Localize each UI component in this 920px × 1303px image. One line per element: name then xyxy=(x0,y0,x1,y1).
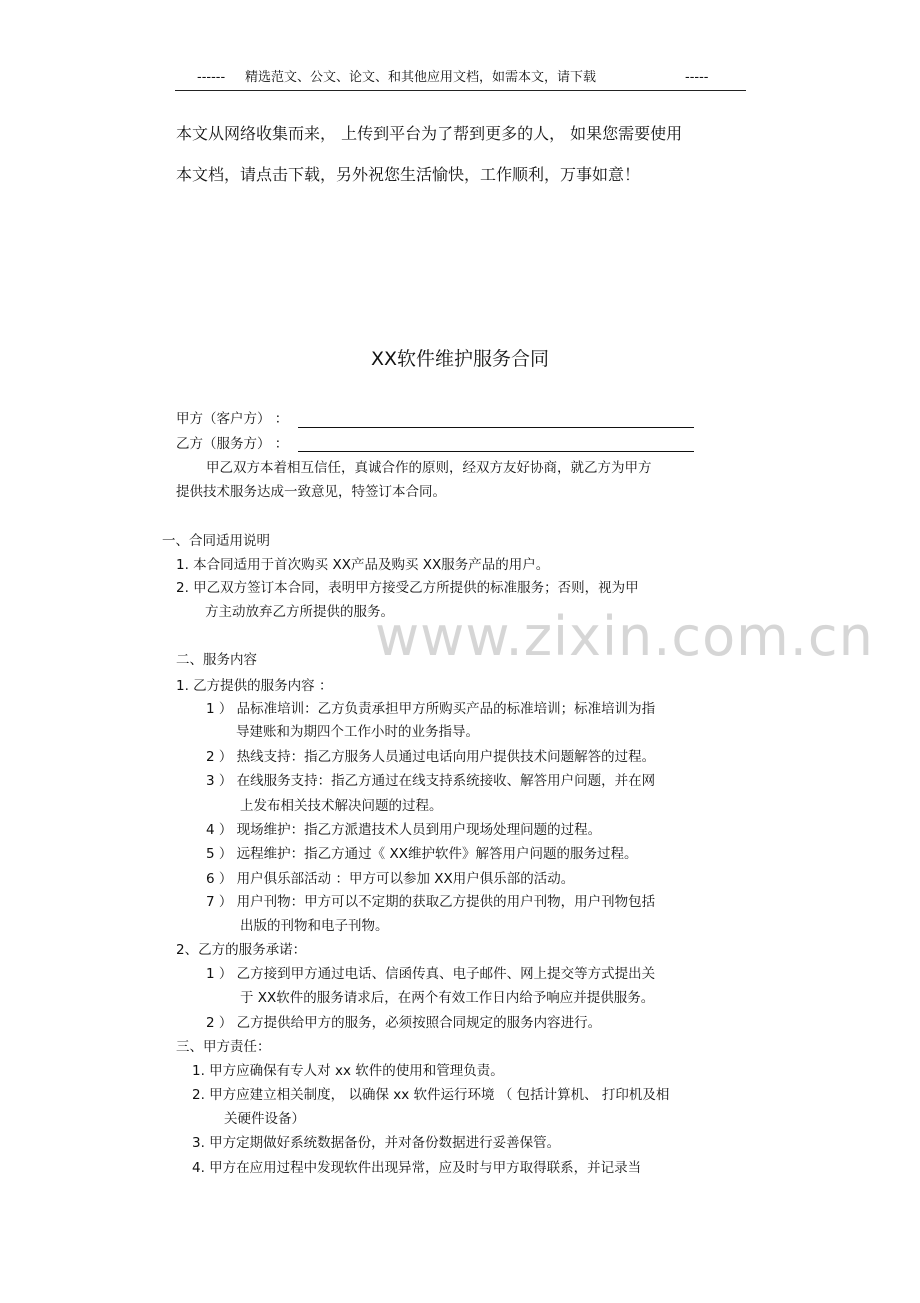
header-dash-left: ------ xyxy=(197,70,226,85)
section-1-item-1: 1. 本合同适用于首次购买 XX产品及购买 XX服务产品的用户。 xyxy=(176,557,550,573)
section-2-sub-2: 2、乙方的服务承诺： xyxy=(176,942,307,958)
service-item-5: 5 ） 远程维护：指乙方通过《 XX维护软件》解答用户问题的服务过程。 xyxy=(206,846,638,862)
section-1-item-2: 2. 甲乙双方签订本合同，表明甲方接受乙方所提供的标准服务；否则，视为甲 xyxy=(176,580,639,596)
preamble-line-2: 提供技术服务达成一致意见，特签订本合同。 xyxy=(176,484,446,500)
duty-item-2-cont: 关硬件设备） xyxy=(224,1111,305,1127)
page-header xyxy=(175,68,746,91)
service-item-4: 4 ） 现场维护：指乙方派遣技术人员到用户现场处理问题的过程。 xyxy=(206,822,602,838)
commitment-item-1: 1 ） 乙方接到甲方通过电话、信函传真、电子邮件、网上提交等方式提出关 xyxy=(206,966,656,982)
party-b-blank xyxy=(298,451,694,452)
party-a-label: 甲方（客户方） ： xyxy=(176,411,289,427)
service-item-7: 7 ） 用户刊物：甲方可以不定期的获取乙方提供的用户刊物，用户刊物包括 xyxy=(206,894,656,910)
header-dash-right: ----- xyxy=(685,70,709,85)
duty-item-3: 3. 甲方定期做好系统数据备份，并对备份数据进行妥善保管。 xyxy=(192,1135,561,1151)
service-item-7-cont: 出版的刊物和电子刊物。 xyxy=(240,918,389,934)
commitment-item-2: 2 ） 乙方提供给甲方的服务，必须按照合同规定的服务内容进行。 xyxy=(206,1015,602,1031)
preamble-line-1: 甲乙双方本着相互信任，真诚合作的原则，经双方友好协商，就乙方为甲方 xyxy=(206,460,652,476)
section-2-sub-1: 1. 乙方提供的服务内容 ： xyxy=(176,678,333,694)
service-item-1-cont: 导建账和为期四个工作小时的业务指导。 xyxy=(236,724,479,740)
section-2-heading: 二、服务内容 xyxy=(176,652,257,668)
commitment-item-1-cont: 于 XX软件的服务请求后，在两个有效工作日内给予响应并提供服务。 xyxy=(240,990,655,1006)
service-item-2: 2 ） 热线支持：指乙方服务人员通过电话向用户提供技术问题解答的过程。 xyxy=(206,749,656,765)
service-item-3-cont: 上发布相关技术解决问题的过程。 xyxy=(240,798,443,814)
section-1-heading: 一、合同适用说明 xyxy=(162,533,270,549)
party-a-blank xyxy=(298,427,694,428)
duty-item-2: 2. 甲方应建立相关制度， 以确保 xx 软件运行环境 （ 包括计算机、 打印机及相 xyxy=(192,1087,670,1103)
header-text: 精选范文、公文、论文、和其他应用文档，如需本文，请下载 xyxy=(245,70,597,85)
section-3-heading: 三、甲方责任： xyxy=(176,1039,271,1055)
section-1-item-2-cont: 方主动放弃乙方所提供的服务。 xyxy=(205,604,394,620)
intro-line-1: 本文从网络收集而来， 上传到平台为了帮到更多的人， 如果您需要使用 xyxy=(176,124,683,143)
service-item-6: 6 ） 用户俱乐部活动 ：甲方可以参加 XX用户俱乐部的活动。 xyxy=(206,871,575,887)
duty-item-1: 1. 甲方应确保有专人对 xx 软件的使用和管理负责。 xyxy=(192,1063,504,1079)
party-b-label: 乙方（服务方） ： xyxy=(176,436,289,452)
contract-title: XX软件维护服务合同 xyxy=(370,348,550,370)
watermark-text: www.zixin.com.cn xyxy=(375,605,874,668)
service-item-3: 3 ） 在线服务支持：指乙方通过在线支持系统接收、解答用户问题，并在网 xyxy=(206,773,656,789)
duty-item-4: 4. 甲方在应用过程中发现软件出现异常，应及时与甲方取得联系，并记录当 xyxy=(192,1160,642,1176)
intro-line-2: 本文档，请点击下载，另外祝您生活愉快，工作顺利，万事如意！ xyxy=(176,165,641,184)
service-item-1: 1 ） 品标准培训：乙方负责承担甲方所购买产品的标准培训；标准培训为指 xyxy=(206,701,656,717)
